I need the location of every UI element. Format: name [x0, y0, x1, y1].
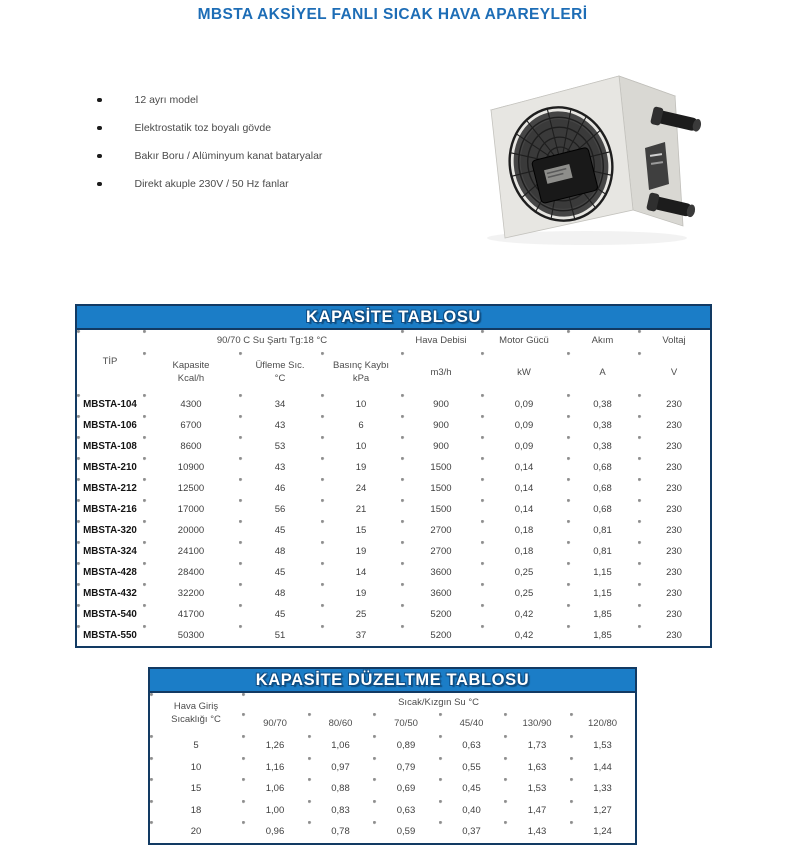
table-cell: 45 [239, 604, 321, 625]
table-cell: 230 [638, 478, 710, 499]
table-cell: 1,47 [504, 800, 570, 822]
table-cell: 43 [239, 415, 321, 436]
table-cell: 0,78 [308, 821, 373, 843]
table-cell: 1,85 [567, 625, 638, 646]
table-cell: 0,38 [567, 415, 638, 436]
row-label-cell: MBSTA-106 [77, 415, 143, 436]
col-header-ufleme: Üfleme Sıc. °C [239, 352, 321, 394]
table-cell: 0,25 [481, 583, 567, 604]
table-row [150, 821, 635, 843]
table-cell: 0,59 [373, 821, 439, 843]
table-cell: 24 [321, 478, 401, 499]
bullet-icon [97, 154, 102, 159]
table-cell: 1,15 [567, 583, 638, 604]
table-cell: 8600 [143, 436, 239, 457]
table-cell: 0,69 [373, 778, 439, 800]
table-cell: 0,38 [567, 394, 638, 415]
table-row [77, 625, 710, 646]
table-cell: 28400 [143, 562, 239, 583]
col-header-70-50: 70/50 [373, 713, 439, 735]
table-cell: 0,45 [439, 778, 504, 800]
col-header-basinc: Basınç Kaybı kPa [321, 352, 401, 394]
capacity-table [77, 330, 710, 646]
table-cell: 1,24 [570, 821, 635, 843]
table-row [77, 520, 710, 541]
table-row [77, 436, 710, 457]
col-header-kapasite: Kapasite Kcal/h [143, 352, 239, 394]
table-cell: 19 [321, 541, 401, 562]
col-unit-voltaj: V [638, 352, 710, 394]
feature-text: Direkt akuple 230V / 50 Hz fanlar [134, 178, 289, 190]
table-row [150, 778, 635, 800]
row-label-cell: MBSTA-428 [77, 562, 143, 583]
table-cell: 0,83 [308, 800, 373, 822]
col-header-voltaj: Voltaj [638, 330, 710, 352]
table-row [77, 415, 710, 436]
feature-text: Elektrostatik toz boyalı gövde [134, 122, 272, 134]
table-cell: 0,88 [308, 778, 373, 800]
table-cell: 230 [638, 436, 710, 457]
feature-item [97, 114, 322, 142]
table-row [77, 562, 710, 583]
row-label-cell: MBSTA-432 [77, 583, 143, 604]
table-cell: 1500 [401, 499, 481, 520]
table-cell: 1,33 [570, 778, 635, 800]
feature-item [97, 142, 322, 170]
table-row [77, 583, 710, 604]
table-cell: 230 [638, 604, 710, 625]
table-cell: 45 [239, 520, 321, 541]
table-cell: 1,00 [242, 800, 308, 822]
table-cell: 230 [638, 415, 710, 436]
table-cell: 230 [638, 583, 710, 604]
table-cell: 2700 [401, 520, 481, 541]
table-cell: 15 [321, 520, 401, 541]
table-cell: 0,97 [308, 757, 373, 779]
col-header-hava-debisi: Hava Debisi [401, 330, 481, 352]
col-header-130-90: 130/90 [504, 713, 570, 735]
table-cell: 230 [638, 394, 710, 415]
table-cell: 0,81 [567, 541, 638, 562]
col-header-45-40: 45/40 [439, 713, 504, 735]
table-cell: 3600 [401, 583, 481, 604]
correction-table-title: KAPASİTE DÜZELTME TABLOSU [150, 669, 635, 693]
table-cell: 5200 [401, 625, 481, 646]
table-cell: 0,89 [373, 735, 439, 757]
table-cell: 230 [638, 520, 710, 541]
table-cell: 1,73 [504, 735, 570, 757]
table-cell: 32200 [143, 583, 239, 604]
feature-text: 12 ayrı model [134, 94, 199, 106]
table-cell: 21 [321, 499, 401, 520]
row-label-cell: 18 [150, 800, 242, 822]
col-unit-akim: A [567, 352, 638, 394]
table-cell: 17000 [143, 499, 239, 520]
table-cell: 900 [401, 415, 481, 436]
table-cell: 19 [321, 457, 401, 478]
row-label-cell: 20 [150, 821, 242, 843]
table-cell: 0,18 [481, 520, 567, 541]
feature-item [97, 170, 322, 198]
table-cell: 1500 [401, 457, 481, 478]
table-cell: 1,63 [504, 757, 570, 779]
table-cell: 6 [321, 415, 401, 436]
table-cell: 1500 [401, 478, 481, 499]
table-cell: 0,14 [481, 457, 567, 478]
table-cell: 0,96 [242, 821, 308, 843]
table-cell: 1,44 [570, 757, 635, 779]
table-cell: 48 [239, 541, 321, 562]
table-cell: 5200 [401, 604, 481, 625]
table-cell: 0,37 [439, 821, 504, 843]
col-header-90-70: 90/70 [242, 713, 308, 735]
bullet-icon [97, 98, 102, 103]
feature-text: Bakır Boru / Alüminyum kanat bataryalar [134, 150, 323, 162]
row-label-cell: 10 [150, 757, 242, 779]
col-header-80-60: 80/60 [308, 713, 373, 735]
table-cell: 0,81 [567, 520, 638, 541]
side-label [645, 142, 669, 190]
table-cell: 10900 [143, 457, 239, 478]
table-row [77, 478, 710, 499]
table-row [77, 499, 710, 520]
table-cell: 0,14 [481, 499, 567, 520]
table-cell: 0,79 [373, 757, 439, 779]
correction-table [150, 693, 635, 843]
table-cell: 1,16 [242, 757, 308, 779]
table-cell: 230 [638, 457, 710, 478]
table-cell: 0,68 [567, 478, 638, 499]
table-cell: 6700 [143, 415, 239, 436]
col-header-tip: TİP [77, 330, 143, 394]
bullet-icon [97, 182, 102, 187]
capacity-table-title: KAPASİTE TABLOSU [77, 306, 710, 330]
table-row [77, 541, 710, 562]
table-cell: 10 [321, 394, 401, 415]
table-cell: 230 [638, 499, 710, 520]
table-cell: 37 [321, 625, 401, 646]
table-row [150, 757, 635, 779]
feature-list [97, 86, 322, 198]
table-cell: 0,63 [439, 735, 504, 757]
table-cell: 48 [239, 583, 321, 604]
row-label-cell: MBSTA-540 [77, 604, 143, 625]
row-label-cell: MBSTA-320 [77, 520, 143, 541]
col-header-motor-gucu: Motor Gücü [481, 330, 567, 352]
table-cell: 0,09 [481, 436, 567, 457]
table-cell: 4300 [143, 394, 239, 415]
table-cell: 43 [239, 457, 321, 478]
feature-item [97, 86, 322, 114]
table-cell: 0,38 [567, 436, 638, 457]
table-cell: 0,09 [481, 394, 567, 415]
table-cell: 0,40 [439, 800, 504, 822]
table-row [77, 394, 710, 415]
table-cell: 51 [239, 625, 321, 646]
table-cell: 24100 [143, 541, 239, 562]
table-cell: 3600 [401, 562, 481, 583]
table-cell: 50300 [143, 625, 239, 646]
table-row [150, 735, 635, 757]
table-cell: 1,85 [567, 604, 638, 625]
table-cell: 0,18 [481, 541, 567, 562]
table-cell: 900 [401, 394, 481, 415]
table-cell: 14 [321, 562, 401, 583]
table-cell: 25 [321, 604, 401, 625]
table-cell: 19 [321, 583, 401, 604]
table-cell: 45 [239, 562, 321, 583]
col-header-hava-giris: Hava Giriş Sıcaklığı °C [150, 693, 242, 735]
page-title: MBSTA AKSİYEL FANLI SICAK HAVA APAREYLERİ [197, 6, 588, 23]
table-cell: 0,68 [567, 499, 638, 520]
table-cell: 53 [239, 436, 321, 457]
row-label-cell: MBSTA-216 [77, 499, 143, 520]
row-label-cell: MBSTA-104 [77, 394, 143, 415]
table-row [77, 604, 710, 625]
table-cell: 1,06 [242, 778, 308, 800]
table-cell: 1,06 [308, 735, 373, 757]
table-cell: 0,42 [481, 625, 567, 646]
table-cell: 20000 [143, 520, 239, 541]
col-header-akim: Akım [567, 330, 638, 352]
product-photo [447, 36, 717, 248]
table-cell: 1,53 [504, 778, 570, 800]
row-label-cell: MBSTA-108 [77, 436, 143, 457]
table-cell: 41700 [143, 604, 239, 625]
table-cell: 230 [638, 541, 710, 562]
table-cell: 230 [638, 562, 710, 583]
row-label-cell: MBSTA-550 [77, 625, 143, 646]
table-cell: 12500 [143, 478, 239, 499]
table-row [77, 457, 710, 478]
table-cell: 46 [239, 478, 321, 499]
col-header-120-80: 120/80 [570, 713, 635, 735]
table-cell: 0,09 [481, 415, 567, 436]
table-cell: 1,27 [570, 800, 635, 822]
table-row [150, 800, 635, 822]
col-header-sicak-su-group: Sıcak/Kızgın Su °C [242, 693, 635, 713]
bullet-icon [97, 126, 102, 131]
table-cell: 0,68 [567, 457, 638, 478]
correction-table-section [148, 667, 637, 845]
capacity-table-section [75, 304, 712, 648]
col-header-su-sarti-group: 90/70 C Su Şartı Tg:18 °C [143, 330, 401, 352]
row-label-cell: MBSTA-324 [77, 541, 143, 562]
row-label-cell: MBSTA-212 [77, 478, 143, 499]
table-cell: 0,25 [481, 562, 567, 583]
table-cell: 2700 [401, 541, 481, 562]
table-cell: 34 [239, 394, 321, 415]
row-label-cell: 5 [150, 735, 242, 757]
table-cell: 0,14 [481, 478, 567, 499]
col-unit-hava-debisi: m3/h [401, 352, 481, 394]
table-cell: 1,53 [570, 735, 635, 757]
table-cell: 900 [401, 436, 481, 457]
table-cell: 0,42 [481, 604, 567, 625]
table-cell: 0,63 [373, 800, 439, 822]
table-cell: 0,55 [439, 757, 504, 779]
col-unit-motor-gucu: kW [481, 352, 567, 394]
table-cell: 10 [321, 436, 401, 457]
table-cell: 230 [638, 625, 710, 646]
table-cell: 1,43 [504, 821, 570, 843]
table-cell: 1,15 [567, 562, 638, 583]
row-label-cell: MBSTA-210 [77, 457, 143, 478]
table-cell: 56 [239, 499, 321, 520]
row-label-cell: 15 [150, 778, 242, 800]
table-cell: 1,26 [242, 735, 308, 757]
